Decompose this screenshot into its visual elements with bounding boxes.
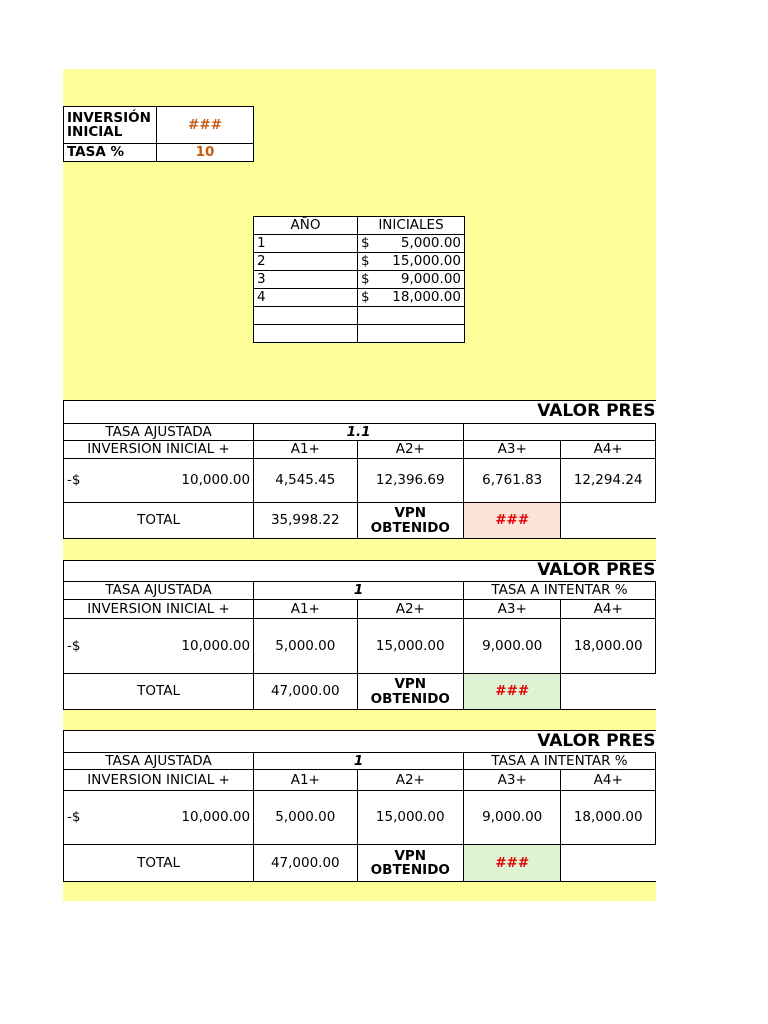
inv-amount: 10,000.00 [181,809,251,826]
tasa-ajustada-value[interactable]: 1 [254,582,464,600]
tasa-intentar-label: TASA A INTENTAR % [464,582,656,600]
tasa-ajustada-label: TASA AJUSTADA [64,582,254,600]
iniciales-cell[interactable] [358,271,465,289]
ano-cell[interactable]: 1 [254,235,358,253]
total-label: TOTAL [64,674,254,710]
iniciales-cell[interactable] [358,235,465,253]
total-value[interactable]: 47,000.00 [254,674,357,710]
section-title: VALOR PRES [64,561,656,582]
vpn-value[interactable]: ### [464,674,561,710]
ano-cell[interactable]: 4 [254,289,358,307]
total-value[interactable]: 35,998.22 [254,503,357,539]
currency-symbol: $ [361,253,370,270]
total-label: TOTAL [64,845,254,882]
inversion-cell[interactable] [64,619,254,674]
table-row [254,271,465,289]
a2-value[interactable]: 15,000.00 [357,791,464,845]
inv-sign: -$ [67,809,81,826]
a2-label: A2+ [357,441,464,459]
total-label: TOTAL [64,503,254,539]
spreadsheet-area [63,69,656,901]
a2-value[interactable]: 15,000.00 [357,619,464,674]
empty-cell[interactable] [561,503,656,539]
a1-value[interactable]: 5,000.00 [254,619,357,674]
table-row [254,289,465,307]
inv-amount: 10,000.00 [181,637,251,654]
inv-sign: -$ [67,472,81,489]
a1-label: A1+ [254,600,357,619]
a4-label: A4+ [561,441,656,459]
amount: 15,000.00 [392,253,461,270]
inv-sign: -$ [67,637,81,654]
currency-symbol: $ [361,271,370,288]
currency-symbol: $ [361,289,370,306]
a2-label: A2+ [357,770,464,791]
currency-symbol: $ [361,235,370,252]
table-row [254,253,465,271]
a1-label: A1+ [254,770,357,791]
section-title: VALOR PRES [64,401,656,424]
table-row [254,307,465,325]
col-header-ano: AÑO [254,217,358,235]
table-row [254,325,465,343]
a4-value[interactable]: 18,000.00 [561,791,656,845]
valor-presente-section-3 [63,730,656,882]
empty-cell[interactable] [561,845,656,882]
amount: 9,000.00 [400,271,461,288]
inversion-inicial-label: INVERSION INICIAL + [64,770,254,791]
iniciales-cell[interactable] [358,289,465,307]
valor-presente-section-2 [63,560,656,710]
a2-label: A2+ [357,600,464,619]
vpn-value[interactable]: ### [464,503,561,539]
a4-label: A4+ [561,600,656,619]
a2-value[interactable]: 12,396.69 [357,459,464,503]
ano-cell[interactable]: 3 [254,271,358,289]
total-value[interactable]: 47,000.00 [254,845,357,882]
a1-value[interactable]: 5,000.00 [254,791,357,845]
amount: 5,000.00 [400,235,461,252]
a4-value[interactable]: 18,000.00 [561,619,656,674]
a3-value[interactable]: 6,761.83 [464,459,561,503]
empty-cell[interactable] [358,307,465,325]
inversion-cell[interactable] [64,459,254,503]
tasa-label: TASA % [64,144,157,162]
tasa-intentar-label [464,424,656,441]
valor-presente-section-1 [63,400,656,539]
a3-label: A3+ [464,770,561,791]
col-header-iniciales: INICIALES [358,217,465,235]
vpn-label: VPN OBTENIDO [357,845,464,882]
a3-label: A3+ [464,441,561,459]
section-title: VALOR PRES [64,731,656,753]
ano-cell[interactable]: 2 [254,253,358,271]
tasa-intentar-label: TASA A INTENTAR % [464,753,656,770]
inv-amount: 10,000.00 [181,472,251,489]
empty-cell[interactable] [254,325,358,343]
vpn-label: VPN OBTENIDO [357,503,464,539]
tasa-ajustada-label: TASA AJUSTADA [64,753,254,770]
a4-label: A4+ [561,770,656,791]
a1-label: A1+ [254,441,357,459]
vpn-label: VPN OBTENIDO [357,674,464,710]
empty-cell[interactable] [358,325,465,343]
vpn-value[interactable]: ### [464,845,561,882]
empty-cell[interactable] [561,674,656,710]
tasa-value-cell[interactable]: 10 [157,144,254,162]
empty-cell[interactable] [254,307,358,325]
amount: 18,000.00 [392,289,461,306]
tasa-ajustada-label: TASA AJUSTADA [64,424,254,441]
inversion-inicial-label: INVERSION INICIAL + [64,600,254,619]
inversion-inicial-label: INVERSION INICIAL + [64,441,254,459]
inversion-value-cell[interactable]: ### [157,107,254,144]
tasa-ajustada-value[interactable]: 1 [254,753,464,770]
a4-value[interactable]: 12,294.24 [561,459,656,503]
inversion-table [63,106,254,162]
a1-value[interactable]: 4,545.45 [254,459,357,503]
iniciales-cell[interactable] [358,253,465,271]
a3-value[interactable]: 9,000.00 [464,791,561,845]
tasa-ajustada-value[interactable]: 1.1 [254,424,464,441]
inversion-label: INVERSIÓN INICIAL [64,107,157,144]
table-row [254,235,465,253]
a3-label: A3+ [464,600,561,619]
years-table [253,216,465,343]
inversion-cell[interactable] [64,791,254,845]
a3-value[interactable]: 9,000.00 [464,619,561,674]
